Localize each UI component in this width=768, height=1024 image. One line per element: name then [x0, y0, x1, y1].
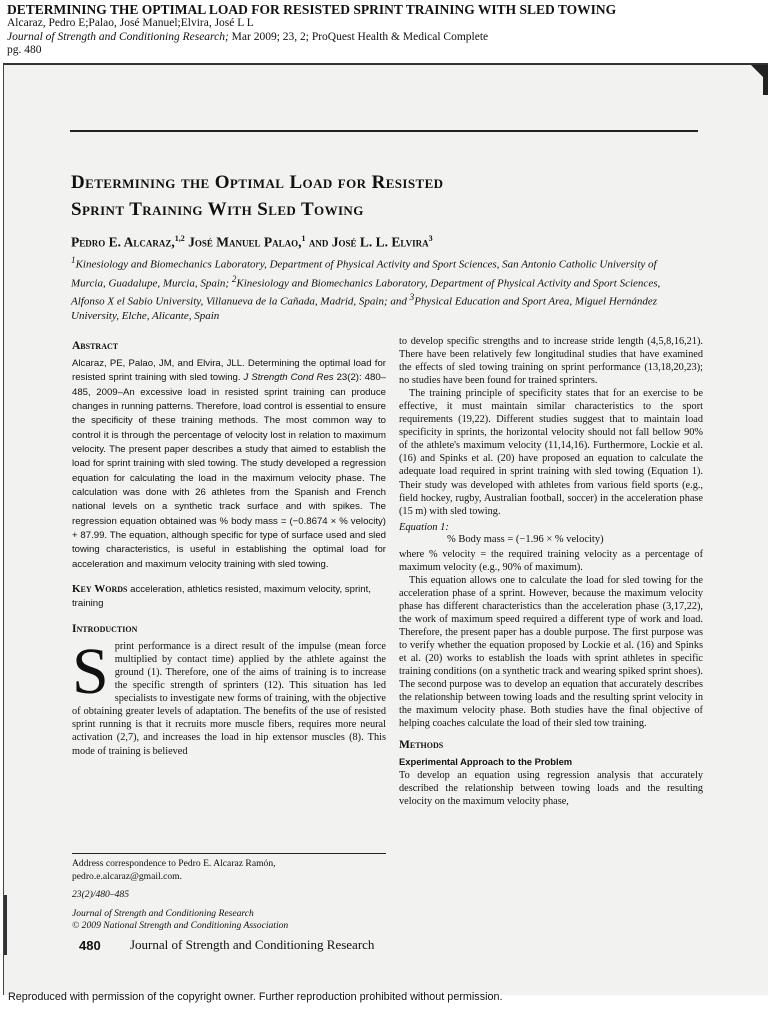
introduction-body: print performance is a direct result of the impulse (mean force multiplied by contact time) applied by the athlete against the ground (1). Therefore, one of the aims of training is to increase the specific strength of sprinters (12). This situation has led specialists to investigate new forms of training, with the objective of obtaining greater levels of adaptation. The benefits of the use of resisted sprint running is that it recruits more muscle fibers, requires more neural activation (2,7), and increases the load in hip extensor muscles (8). This mode of training is believed [72, 641, 386, 757]
introduction-heading: Introduction [72, 623, 138, 636]
document-header [7, 2, 767, 58]
footnote-journal [72, 908, 386, 921]
paragraph-4: This equation allows one to calculate the load for sled towing for the acceleration phase of a sprint. However, because the maximum velocity phase has different characteristics than the acceleration phase (3,17,22), the work of maximum speed required a different type of work and load. Therefore, the present paper has a double purpose. The first purpose was to verify whether the equation proposed by Lockie et al. (16) and Spinks et al. (20) works to establish the loads with sprint athletes in specific training conditions (on a synthetic track and wearing spiked sprint shoes). The second purpose was to develop an equation that accurately describes the relationship between towing loads and the resulting sprint velocity in the maximum velocity phase. Both studies have the final objective of helping coaches calculate the load of their sled tow training. [399, 574, 703, 730]
author-3-sup: 3 [428, 234, 433, 243]
footer-journal-name: Journal of Strength and Conditioning Research [130, 937, 375, 952]
abstract-text-b: 23(2): 480–485, 2009–An excessive load in resisted sprint training can produce changes in running patterns. Therefore, load control is essential to ensure the specificity of these training methods. The most common way to control it is through the percentage of velocity lost in relation to maximum velocity. The present paper describes a study that aimed to establish the load for sprint training with sled towing. The study developed a regression equation for calculating the load in the maximum velocity phase. The calculation was done with 26 athletes from the Spanish and French national levels on a synthetic track surface and with spikes. The regression equation obtained was % body mass = (−0.8674 × % velocity) + 87.99. The equation, although specific for type of surface used and sled towing characteristics, is useful in establishing the optimal load for acceleration and maximum velocity training with sled towing. [72, 372, 386, 570]
document-authors: Alcaraz, Pedro E;Palao, José Manuel;Elvira, José L L [7, 17, 254, 29]
affiliation-3: Physical Education and Sport Area, Miguel Hernández University, Elche, Alicante, Spain [71, 295, 658, 322]
author-2-sup: 1 [301, 234, 306, 243]
author-1: Pedro E. Alcaraz, [71, 234, 175, 250]
abstract-text [72, 357, 386, 572]
affiliation-1-sup: 1 [71, 255, 76, 265]
footnote-address: Address correspondence to Pedro E. Alcaraz Ramón, pedro.e.alcaraz@gmail.com. [72, 858, 276, 882]
footnote-copyright [72, 920, 386, 933]
footnote-journal-text: Journal of Strength and Conditioning Research [72, 907, 254, 919]
top-rule [70, 130, 698, 132]
equation-label: Equation 1: [399, 521, 449, 533]
citation-details: Mar 2009; 23, 2; ProQuest Health & Medical Complete [228, 30, 489, 43]
footnote-volume [72, 889, 386, 902]
copyright-notice: Reproduced with permission of the copyright owner. Further reproduction prohibited without permission. [8, 991, 503, 1003]
document-title: DETERMINING THE OPTIMAL LOAD FOR RESISTED SPRINT TRAINING WITH SLED TOWING [7, 2, 617, 17]
affiliation-2: Kinesiology and Biomechanics Laboratory, Department of Physical Activity and Sport Sciences, Alfonso X el Sabio University, Villanueva de la Cañada, Madrid, Spain; and [71, 277, 661, 308]
right-column [399, 335, 703, 808]
keywords-text: acceleration, athletics resisted, maximum velocity, sprint, training [72, 584, 371, 610]
paragraph-1: to develop specific strengths and to increase stride length (4,5,8,16,21). There have been relatively few longitudinal studies that have examined the effects of sled towing training on sprint performance (13,18,20,23); no studies have been found for trained sprinters. [399, 336, 703, 387]
page-footer [79, 935, 399, 959]
author-1-sup: 1,2 [174, 234, 185, 243]
equation: % Body mass = (−1.96 × % velocity) [447, 533, 604, 545]
footnote [72, 853, 386, 933]
paragraph-2: The training principle of specificity states that for an exercise to be effective, it must maintain similar characteristics to the sport requirements (19,22). Different studies suggest that to maintain load specificity in sprints, the horizontal velocity should not fall bellow 90% of the athlete's maximum velocity (11,14,16). Furthermore, Lockie et al. (16) and Spinks et al. (20) have proposed an equation to calculate the adequate load required in sprint training with sled towing (Equation 1). Their study was developed with athletes from various field sports (e.g., field hockey, rugby, Australian football, soccer) in the acceleration phase (15 m) with sled towing. [399, 388, 703, 517]
abstract-heading: Abstract [72, 340, 119, 352]
article-authors [71, 231, 711, 251]
introduction-text [72, 635, 386, 757]
keywords-heading: Key Words [72, 583, 128, 596]
article-title [71, 169, 711, 223]
footnote-volume-text: 23(2)/480–485 [72, 889, 130, 900]
affiliation-2-sup: 2 [231, 273, 237, 284]
document-page: pg. 480 [7, 44, 42, 56]
article-title-line-1: Determining the Optimal Load for Resisted [71, 172, 444, 193]
left-column [72, 340, 386, 758]
methods-heading: Methods [399, 739, 444, 752]
author-3: José L. L. Elvira [331, 234, 429, 250]
footnote-copyright-text: © 2009 National Strength and Conditioning Association [72, 920, 289, 931]
scanned-page [3, 63, 768, 995]
citation-journal: Journal of Strength and Conditioning Research; [7, 30, 229, 43]
document-citation [7, 31, 767, 45]
paragraph-3: where % velocity = the required training velocity as a percentage of maximum velocity (e.g., 90% of maximum). [399, 548, 703, 573]
paragraph-5: To develop an equation using regression analysis that accurately described the relationship between towing loads and the resulting velocity on the maximum velocity phase, [399, 770, 703, 808]
abstract-journal: J Strength Cond Res [243, 372, 334, 384]
scan-left-edge-mark [4, 895, 7, 955]
affiliations [71, 253, 671, 323]
scan-edge-shadow [763, 65, 768, 95]
article-title-line-2: Sprint Training With Sled Towing [71, 199, 364, 220]
page-number: 480 [79, 938, 101, 953]
affiliation-1: Kinesiology and Biomechanics Laboratory, Department of Physical Activity and Sport Sciences, San Antonio Catholic University of Murcia, Guadalupe, Murcia, Spain; [71, 258, 657, 290]
abstract-text-a: Alcaraz, PE, Palao, JM, and Elvira, JLL. Determining the optimal load for resisted sprint training with sled towing. [72, 358, 386, 384]
drop-cap: S [72, 635, 109, 709]
methods-subheading: Experimental Approach to the Problem [399, 756, 573, 768]
affiliation-3-sup: 3 [409, 292, 415, 303]
author-and: and [308, 234, 329, 250]
author-2: José Manuel Palao, [188, 234, 302, 250]
keywords [72, 582, 386, 611]
